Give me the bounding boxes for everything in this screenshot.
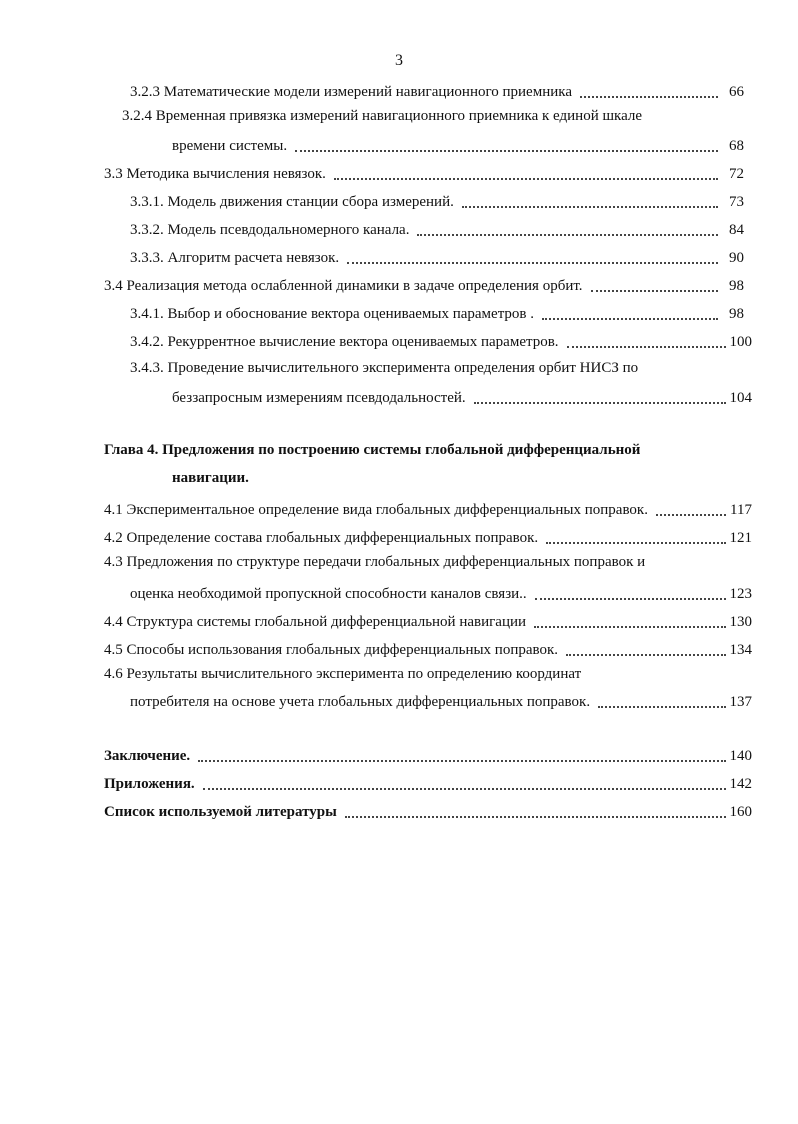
toc-leader-dots bbox=[591, 289, 718, 292]
toc-entry-3-3[interactable] bbox=[104, 162, 744, 184]
toc-leader-dots bbox=[546, 541, 725, 544]
toc-entry-3-2-4[interactable] bbox=[172, 134, 744, 156]
toc-leader-dots bbox=[474, 401, 726, 404]
toc-entry-title: 4.4 Структура системы глобальной дифференциальной навигации bbox=[104, 614, 527, 630]
toc-entry-page: 98 bbox=[729, 278, 744, 294]
toc-entry-title: 4.2 Определение состава глобальных дифференциальных поправок. bbox=[104, 530, 539, 546]
toc-leader-dots bbox=[598, 705, 725, 708]
toc-entry-4-3-line1[interactable]: 4.3 Предложения по структуре передачи глобальных дифференциальных поправок и bbox=[104, 554, 646, 570]
toc-leader-dots bbox=[345, 815, 726, 818]
toc-entry-title: 3.2.3 Математические модели измерений навигационного приемника bbox=[130, 84, 572, 100]
toc-entry-page: 142 bbox=[729, 776, 752, 792]
toc-leader-dots bbox=[566, 653, 725, 656]
toc-entry-title: 4.5 Способы использования глобальных дифференциальных поправок. bbox=[104, 642, 559, 658]
toc-entry-page: 90 bbox=[729, 250, 744, 266]
toc-leader-dots bbox=[198, 759, 725, 762]
toc-entry-3-2-3[interactable] bbox=[130, 80, 744, 102]
toc-entry-3-4[interactable] bbox=[104, 274, 744, 296]
toc-entry-title: оценка необходимой пропускной способности каналов связи.. bbox=[130, 586, 527, 602]
toc-entry-title: Список используемой литературы bbox=[104, 804, 337, 820]
toc-entry-3-4-2[interactable] bbox=[130, 330, 752, 352]
toc-entry-4-2[interactable] bbox=[104, 526, 752, 548]
toc-entry-3-3-3[interactable] bbox=[130, 246, 744, 268]
toc-entry-4-4[interactable] bbox=[104, 610, 752, 632]
toc-entry-appendix[interactable] bbox=[104, 772, 752, 794]
toc-entry-page: 134 bbox=[729, 642, 752, 658]
toc-entry-page: 98 bbox=[729, 306, 744, 322]
toc-entry-references[interactable] bbox=[104, 800, 752, 822]
toc-entry-page: 140 bbox=[729, 748, 752, 764]
toc-entry-3-3-2[interactable] bbox=[130, 218, 744, 240]
toc-entry-page: 66 bbox=[729, 84, 744, 100]
toc-entry-title: 3.4 Реализация метода ослабленной динамики в задаче определения орбит. bbox=[104, 278, 583, 294]
toc-leader-dots bbox=[203, 787, 726, 790]
toc-entry-conclusion[interactable] bbox=[104, 744, 752, 766]
toc-entry-title: Заключение. bbox=[104, 748, 191, 764]
toc-entry-page: 73 bbox=[729, 194, 744, 210]
toc-leader-dots bbox=[656, 513, 726, 516]
toc-entry-page: 84 bbox=[729, 222, 744, 238]
toc-entry-4-6[interactable] bbox=[130, 690, 752, 712]
toc-entry-3-4-1[interactable] bbox=[130, 302, 744, 324]
toc-entry-page: 68 bbox=[729, 138, 744, 154]
toc-entry-title: потребителя на основе учета глобальных дифференциальных поправок. bbox=[130, 694, 591, 710]
toc-entry-page: 137 bbox=[729, 694, 752, 710]
toc-entry-page: 121 bbox=[729, 530, 752, 546]
toc-entry-3-4-3[interactable] bbox=[172, 386, 752, 408]
toc-leader-dots bbox=[580, 95, 718, 98]
toc-leader-dots bbox=[462, 205, 718, 208]
toc-entry-title: 3.3.2. Модель псевдодальномерного канала. bbox=[130, 222, 410, 238]
toc-entry-page: 130 bbox=[729, 614, 752, 630]
toc-leader-dots bbox=[417, 233, 718, 236]
toc-entry-4-6-line1[interactable]: 4.6 Результаты вычислительного эксперимента по определению координат bbox=[104, 666, 582, 682]
toc-entry-title: 3.4.2. Рекуррентное вычисление вектора оцениваемых параметров. bbox=[130, 334, 559, 350]
toc-entry-title: 3.4.1. Выбор и обоснование вектора оцениваемых параметров . bbox=[130, 306, 535, 322]
toc-entry-page: 117 bbox=[730, 502, 752, 518]
toc-entry-title: 4.1 Экспериментальное определение вида глобальных дифференциальных поправок. bbox=[104, 502, 648, 518]
toc-entry-page: 104 bbox=[729, 390, 752, 406]
toc-entry-title: 3.3 Методика вычисления невязок. bbox=[104, 166, 326, 182]
toc-entry-4-5[interactable] bbox=[104, 638, 752, 660]
toc-entry-3-3-1[interactable] bbox=[130, 190, 744, 212]
toc-entry-title: времени системы. bbox=[172, 138, 288, 154]
toc-entry-page: 100 bbox=[729, 334, 752, 350]
toc-leader-dots bbox=[334, 177, 718, 180]
toc-entry-4-3[interactable] bbox=[130, 582, 752, 604]
toc-entry-title: 3.3.3. Алгоритм расчета невязок. bbox=[130, 250, 340, 266]
chapter-4-heading-line2[interactable]: навигации. bbox=[172, 470, 249, 486]
toc-entry-page: 123 bbox=[729, 586, 752, 602]
toc-entry-title: беззапросным измерениям псевдодальностей. bbox=[172, 390, 466, 406]
toc-entry-page: 72 bbox=[729, 166, 744, 182]
chapter-4-heading-line1[interactable]: Глава 4. Предложения по построению системы глобальной дифференциальной bbox=[104, 442, 641, 458]
toc-leader-dots bbox=[347, 261, 718, 264]
toc-entry-4-1[interactable] bbox=[104, 498, 752, 520]
toc-entry-3-4-3-line1[interactable]: 3.4.3. Проведение вычислительного эксперимента определения орбит НИСЗ по bbox=[130, 360, 639, 376]
toc-entry-page: 160 bbox=[729, 804, 752, 820]
toc-leader-dots bbox=[295, 149, 718, 152]
toc-leader-dots bbox=[542, 317, 718, 320]
toc-entry-title: Приложения. bbox=[104, 776, 195, 792]
toc-leader-dots bbox=[534, 625, 725, 628]
toc-entry-title: 3.3.1. Модель движения станции сбора измерений. bbox=[130, 194, 454, 210]
toc-entry-3-2-4-line1[interactable]: 3.2.4 Временная привязка измерений навигационного приемника к единой шкале bbox=[122, 108, 643, 124]
toc-leader-dots bbox=[535, 597, 726, 600]
toc-leader-dots bbox=[567, 345, 726, 348]
page-number: 3 bbox=[395, 52, 403, 69]
